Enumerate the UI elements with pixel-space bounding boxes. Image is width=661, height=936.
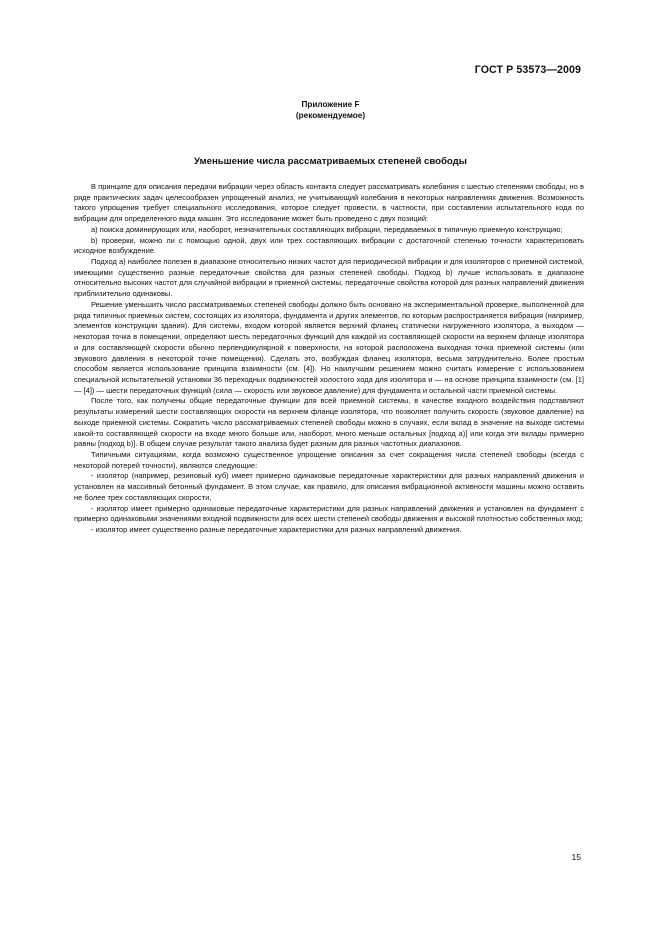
list-item: - изолятор имеет примерно одинаковые передаточные характеристики для разных направлений движения и установлен на фундамент с примерно одинаковыми значениями входной подвижности для всех шести степеней свободы движения и высокой плотностью собственных мод; bbox=[74, 503, 584, 524]
paragraph: После того, как получены общие передаточные функции для всей приемной системы, в качестве входного воздействия подставляют результаты измерений шести составляющих скорости на верхнем фланце изолятора, что позволяет получить скорость (звуковое давление) на выходе приемной системы. Сократить число рассматриваемых степеней свободы можно в случаях, если вклад в значение на выходе системы какой-то составляющей скорости на входе много больше или, наоборот, много меньше остальных [подход а)] или когда эти вклады примерно равны [подход b)]. В общем случае результат такого анализа будет разным для разных частотных диапазонов. bbox=[74, 396, 584, 449]
list-item: а) поиска доминирующих или, наоборот, незначительных составляющих вибрации, передаваемых в типичную приемную конструкцию; bbox=[91, 224, 563, 234]
section-title: Уменьшение числа рассматриваемых степеней свободы bbox=[194, 156, 467, 167]
list-item: b) проверки, можно ли с помощью одной, двух или трех составляющих вибрации с достаточной степенью точности характеризовать исходное возбуждение. bbox=[74, 235, 584, 256]
standard-number: ГОСТ Р 53573—2009 bbox=[474, 64, 581, 76]
appendix-status: (рекомендуемое) bbox=[295, 110, 366, 120]
paragraph: Типичными ситуациями, когда возможно существенное упрощение описания за счет сокращения числа степеней свободы (всегда с некоторой потерей точности), являются следующие: bbox=[74, 449, 584, 470]
appendix-heading bbox=[0, 100, 661, 121]
page-number: 15 bbox=[571, 852, 581, 862]
body-text bbox=[74, 182, 584, 536]
list-item: - изолятор имеет существенно разные передаточные характеристики для разных направлений движения. bbox=[91, 525, 462, 534]
paragraph: Решение уменьшить число рассматриваемых степеней свободы должно быть основано на экспериментальной проверке, выполненной для ряда типичных приемных систем, состоящих из изолятора, фундамента и других элементов, по которым распространяется вибрация (например, элементов конструкции здания). Для системы, входом которой является верхний фланец статически нагруженного изолятора, а выходом — некоторая точка в помещении, определяют шесть передаточных функций для каждой из составляющей скорости на верхнем фланце изолятора и для составляющей скорости обычно перпендикулярной к поверхности, на которой расположена выходная точка приемной системы (или звукового давления в некоторой точке помещения). Сделать это, возбуждая фланец изолятора, весьма затруднительно. Более простым способом является использование принципа взаимности (см. [4]). Но наилучшим решением можно считать измерение с использованием специальной испытательной установки 36 переходных подвижностей холостого хода для изолятора и — на основе принципа взаимности (см. [1] — [4]) — шести передаточных функций (сила — скорость или звуковое давление) для фундамента и остальной части приемной системы. bbox=[74, 299, 584, 395]
appendix-label: Приложение F bbox=[301, 100, 360, 109]
list-item: - изолятор (например, резиновый куб) имеет примерно одинаковые передаточные характеристики для разных направлений движения и установлен на массивный бетонный фундамент. В этом случае, как правило, для описания вибрационной активности машины можно оставить не более трех составляющих скорости, bbox=[74, 471, 584, 502]
paragraph: Подход а) наиболее полезен в диапазоне относительно низких частот для периодической вибрации и для изоляторов с приемной системой, имеющими существенно разные передаточные свойства для разных степеней свободы. Подход b) лучше использовать в диапазоне относительно высоких частот для случайной вибрации и приемной системы, передаточные свойства которой для разных направлений движения приблизительно одинаковы. bbox=[74, 257, 584, 299]
paragraph: В принципе для описания передачи вибрации через область контакта следует рассматривать колебания с шестью степенями свободы, но в ряде практических задач целесообразен упрощенный анализ, не учитывающий колебания в некоторых направлениях движения. Возможность такого упрощения требует специального исследования, которое следует провести, в частности, при составлении испытательного кода по вибрации для определенного вида машин. Это исследование может быть проведено с двух позиций: bbox=[74, 182, 584, 224]
